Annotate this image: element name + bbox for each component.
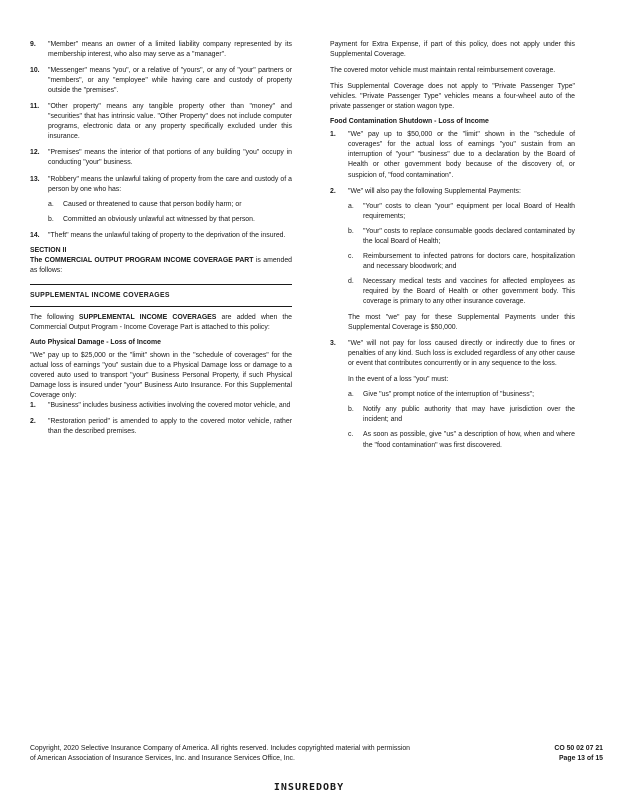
- list-item: [30, 417, 292, 437]
- item-number: 10.: [30, 67, 40, 75]
- left-column: [30, 40, 292, 437]
- item-text: "Robbery" means the unlawful taking of property from the care and custody of a person by one who has:: [48, 175, 292, 193]
- sub-letter: a.: [348, 202, 354, 210]
- list-item: [330, 130, 575, 180]
- item-number: 1.: [330, 131, 336, 139]
- list-item: [330, 187, 575, 197]
- sub-text: As soon as possible, give "us" a description of how, when and where the "food contamination" was first discovered.: [363, 431, 575, 449]
- sub-text: "Your" costs to replace consumable goods declared contaminated by the local Board of Health;: [363, 227, 575, 245]
- item-number: 1.: [30, 402, 36, 410]
- item-text: "Messenger" means "you", or a relative of "yours", or any of "your" partners or "members", or any "employee" while having care and custody of property outside the "premises".: [48, 67, 292, 95]
- sub-letter: c.: [348, 252, 354, 260]
- definition-item: [30, 175, 292, 195]
- definition-item: [30, 40, 292, 60]
- sub-letter: b.: [348, 406, 354, 414]
- intro-post: are added when the Commercial Output Program - Income Coverage Part is attached to this policy:: [30, 313, 293, 331]
- sub-letter: c.: [348, 431, 354, 439]
- definition-item: [30, 66, 292, 96]
- sub-text: Reimbursement to infected patrons for doctors care, hospitalization and necessary bloodwork; and: [363, 252, 575, 270]
- supplemental-payments-sublist: [348, 202, 575, 307]
- sub-letter: a.: [48, 200, 54, 208]
- item-number: 12.: [30, 149, 40, 157]
- auto-physical-damage-text: "We" pay up to $25,000 or the "limit" shown in the "schedule of coverages" for the actual loss of earnings "you" sustain due to a Physical Damage loss or damage to a covered auto used to transport "your" Business Personal Property, if such Physical Damage loss is insured under "your" Business Auto Insurance. For this Supplemental Coverage only:: [30, 352, 292, 400]
- coverage-part-name: The COMMERCIAL OUTPUT PROGRAM INCOME COVERAGE PART: [30, 256, 254, 264]
- sub-item: [48, 200, 292, 210]
- sub-item: [348, 277, 575, 307]
- sub-letter: a.: [348, 391, 354, 399]
- item-number: 9.: [30, 41, 36, 48]
- supplemental-intro: [30, 313, 292, 333]
- item-number: 14.: [30, 231, 40, 239]
- intro-bold: SUPPLEMENTAL INCOME COVERAGES: [78, 313, 217, 321]
- sub-text: Committed an obviously unlawful act witnessed by that person.: [63, 215, 255, 223]
- loss-duties-sublist: [348, 390, 575, 450]
- watermark-logo: INSUREDOBY: [273, 782, 345, 793]
- sub-text: Necessary medical tests and vaccines for affected employees as required by the Board of Health or other government body. This coverage is primary to any other insurance coverage.: [363, 277, 575, 305]
- sub-item: [348, 252, 575, 272]
- page-number: Page 13 of 15: [558, 754, 603, 762]
- robbery-sublist: [48, 200, 292, 225]
- section-heading: SECTION II: [30, 246, 67, 254]
- definition-item: [30, 102, 292, 142]
- food-items-list: [330, 130, 575, 450]
- sub-item: [348, 405, 575, 425]
- sub-letter: b.: [48, 215, 54, 223]
- event-of-loss-text: In the event of a loss "you" must:: [348, 376, 449, 384]
- food-contamination-heading: Food Contamination Shutdown - Loss of Income: [330, 118, 489, 126]
- sub-item: [348, 430, 575, 450]
- item-text: "Other property" means any tangible property other than "money" and "securities" that has intrinsic value. "Other Property" does not include computer programs, electronic data or any property specifically excluded under this insurance.: [48, 103, 292, 141]
- intro-pre: The following: [30, 313, 79, 321]
- item-text: "Business" includes business activities involving the covered motor vehicle, and: [48, 402, 291, 410]
- extra-expense-paragraph: Payment for Extra Expense, if part of this policy, does not apply under this Supplemental Coverage.: [330, 41, 575, 59]
- amended-text: is amended as follows:: [30, 256, 292, 274]
- private-passenger-paragraph: This Supplemental Coverage does not apply to "Private Passenger Type" vehicles. "Private Passenger Type" vehicles means a four-wheel auto of the private passenger or station wagon type.: [330, 83, 575, 111]
- item-number: 13.: [30, 175, 40, 183]
- sub-item: [48, 215, 292, 225]
- section-intro: [30, 256, 292, 276]
- copyright-notice: Copyright, 2020 Selective Insurance Company of America. All rights reserved. Includes copyrighted material with permission of American Association of Insurance Services, Inc. and Insurance Services Office, Inc.: [30, 745, 410, 762]
- sub-item: [348, 202, 575, 222]
- supplemental-income-heading: SUPPLEMENTAL INCOME COVERAGES: [30, 291, 170, 299]
- sub-item: [348, 390, 575, 400]
- box-bottom-rule: [30, 306, 292, 307]
- item-text: "Theft" means the unlawful taking of property to the deprivation of the insured.: [48, 231, 286, 239]
- rental-reimbursement-paragraph: The covered motor vehicle must maintain rental reimbursement coverage.: [330, 67, 556, 75]
- item-text: "Premises" means the interior of that portions of any building "you" occupy in conducting "your" business.: [48, 149, 292, 167]
- form-info: [493, 744, 603, 763]
- auto-items-list: [30, 401, 292, 437]
- item-text: "Restoration period" is amended to apply to the covered motor vehicle, rather than the described premises.: [48, 418, 292, 436]
- item-text: "Member" means an owner of a limited liability company represented by its membership interest, who also may serve as a "manager".: [48, 41, 292, 59]
- item-number: 2.: [330, 187, 336, 195]
- sub-letter: d.: [348, 277, 354, 285]
- item-text: "We" will also pay the following Supplemental Payments:: [348, 187, 521, 195]
- form-number: CO 50 02 07 21: [554, 745, 603, 752]
- sub-text: "Your" costs to clean "your" equipment per local Board of Health requirements;: [363, 202, 575, 220]
- right-column: [330, 40, 575, 451]
- item-number: 3.: [330, 340, 336, 348]
- item-text: "We" will not pay for loss caused directly or indirectly due to fines or penalties of any kind. Such loss is excluded regardless of any other cause or event that contributes concurrently or in any sequence to the loss.: [348, 340, 575, 368]
- item-number: 2.: [30, 418, 36, 426]
- definitions-list: [30, 40, 292, 241]
- definition-item: [30, 148, 292, 168]
- sub-text: Give "us" prompt notice of the interruption of "business";: [363, 391, 535, 399]
- list-item: [330, 339, 575, 369]
- sub-text: Notify any public authority that may have jurisdiction over the incident; and: [363, 406, 575, 424]
- definition-item: [30, 231, 292, 241]
- list-item: [30, 401, 292, 411]
- sub-letter: b.: [348, 227, 354, 235]
- supplemental-payments-limit: The most "we" pay for these Supplemental Payments under this Supplemental Coverage is $50,000.: [348, 314, 575, 332]
- item-number: 11.: [30, 103, 40, 111]
- auto-physical-damage-heading: Auto Physical Damage - Loss of Income: [30, 338, 161, 346]
- item-text: "We" pay up to $50,000 or the "limit" shown in the "schedule of coverages" for the actual loss of earnings "you" sustain from an interruption of "your" "business" due to a declaration by the Board of Health or other government body because of the discovery of, or suspicion of, "food contamination".: [348, 131, 575, 179]
- sub-text: Caused or threatened to cause that person bodily harm; or: [63, 200, 242, 208]
- sub-item: [348, 227, 575, 247]
